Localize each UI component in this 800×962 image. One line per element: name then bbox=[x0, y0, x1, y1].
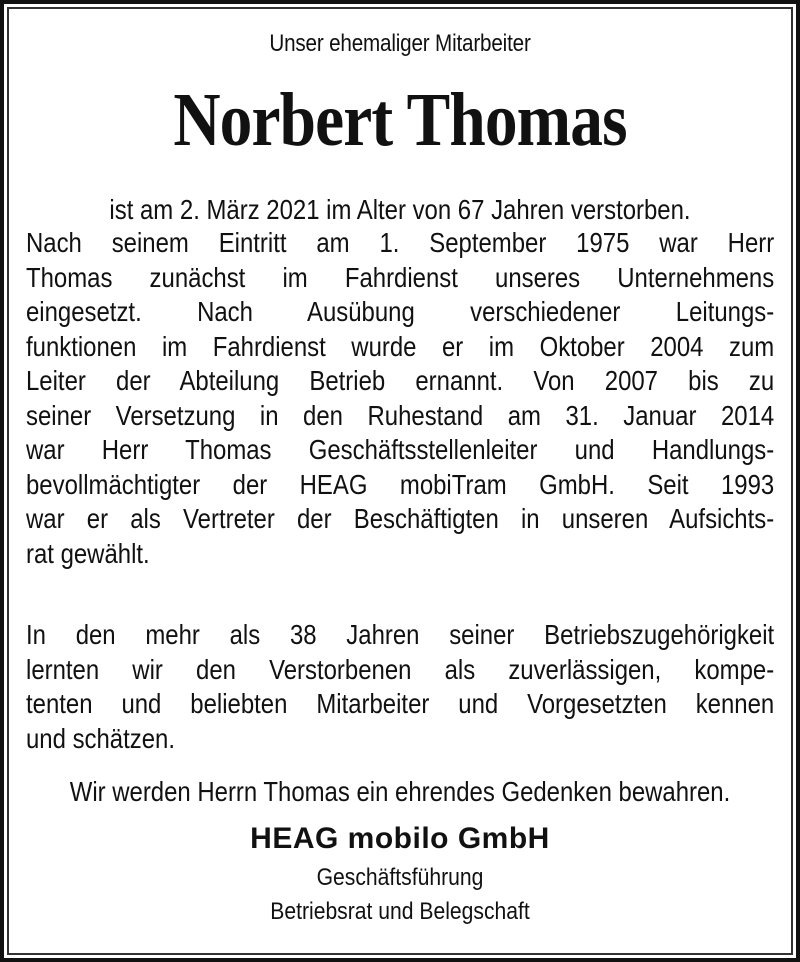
closing-line: Wir werden Herrn Thomas ein ehrendes Gedenken bewahren. bbox=[69, 776, 731, 807]
paragraph-line: tenten und beliebten Mitarbeiter und Vorgesetzten kennen bbox=[26, 688, 775, 719]
tribute-paragraph bbox=[26, 618, 774, 756]
paragraph-line: eingesetzt. Nach Ausübung verschiedener Leitungs- bbox=[26, 296, 775, 327]
paragraph-line: funktionen im Fahrdienst wurde er im Oktober 2004 zum bbox=[26, 330, 775, 362]
paragraph-line: bevollmächtigter der HEAG mobiTram GmbH. Seit 1993 bbox=[26, 468, 775, 500]
signatory-staff: Betriebsrat und Belegschaft bbox=[270, 898, 530, 925]
death-line: ist am 2. März 2021 im Alter von 67 Jahren verstorben. bbox=[109, 194, 691, 225]
paragraph-line: Thomas zunächst im Fahrdienst unseres Unternehmens bbox=[26, 261, 775, 293]
signatory-management: Geschäftsführung bbox=[316, 864, 484, 891]
paragraph-line: war Herr Thomas Geschäftsstellenleiter und Handlungs- bbox=[26, 434, 775, 465]
paragraph-line: Leiter der Abteilung Betrieb ernannt. Von 2007 bis zu bbox=[26, 365, 775, 396]
deceased-name: Norbert Thomas bbox=[173, 78, 627, 162]
paragraph-line: rat gewählt. bbox=[26, 537, 150, 569]
paragraph-line: und schätzen. bbox=[26, 722, 175, 754]
paragraph-line: seiner Versetzung in den Ruhestand am 31. Januar 2014 bbox=[26, 399, 775, 431]
paragraph-line: In den mehr als 38 Jahren seiner Betriebszugehörigkeit bbox=[26, 619, 775, 650]
paragraph-line: war er als Vertreter der Beschäftigten in unseren Aufsichts- bbox=[26, 503, 775, 534]
intro-line: Unser ehemaliger Mitarbeiter bbox=[269, 30, 531, 57]
career-paragraph bbox=[26, 226, 774, 571]
paragraph-line: lernten wir den Verstorbenen als zuverlässigen, kompe- bbox=[26, 653, 775, 685]
paragraph-line: Nach seinem Eintritt am 1. September 1975 war Herr bbox=[26, 227, 775, 258]
company-name: HEAG mobilo GmbH bbox=[250, 822, 550, 855]
